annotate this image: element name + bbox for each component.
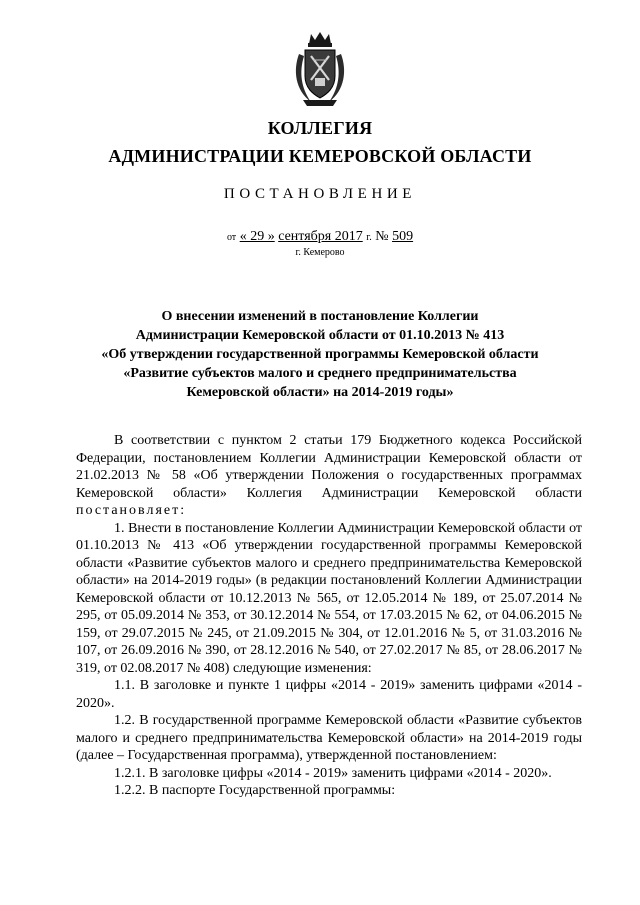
title-line: «Развитие субъектов малого и среднего предпринимательства: [123, 366, 517, 381]
date-month-year: сентября 2017: [278, 229, 363, 244]
date-year-suffix: г.: [366, 232, 372, 243]
document-body: [76, 432, 582, 800]
number-sign: №: [375, 229, 389, 244]
organization-subtitle: АДМИНИСТРАЦИИ КЕМЕРОВСКОЙ ОБЛАСТИ: [108, 146, 532, 166]
body-paragraph: 1.2.2. В паспорте Государственной программы:: [114, 783, 396, 798]
organization-title: КОЛЛЕГИЯ: [267, 118, 373, 138]
body-paragraph: [76, 432, 582, 520]
date-day: « 29 »: [239, 229, 275, 244]
body-paragraph: 1. Внести в постановление Коллегии Администрации Кемеровской области от 01.10.2013 № 413 «Об утверждении государственной программы Кемеровской области «Развитие субъектов малого и среднего предпринимательства Кемеровской области» на 2014-2019 годы» (в редакции постановлений Коллегии Администрации Кемеровской области от 10.12.2013 № 565, от 12.05.2014 № 189, от 25.07.2014 № 295, от 05.09.2014 № 353, от 30.12.2014 № 554, от 17.03.2015 № 62, от 04.06.2015 № 159, от 29.07.2015 № 245, от 21.09.2015 № 304, от 12.01.2016 № 5, от 31.03.2016 № 107, от 26.09.2016 № 390, от 28.12.2016 № 540, от 27.02.2017 № 85, от 28.06.2017 № 319, от 02.08.2017 № 408) следующие изменения:: [76, 520, 582, 676]
coat-of-arms-emblem: [291, 30, 349, 108]
city-name: г. Кемерово: [295, 247, 345, 258]
date-prefix: от: [226, 232, 237, 243]
document-number: 509: [392, 229, 414, 244]
title-line: Администрации Кемеровской области от 01.10.2013 № 413: [135, 328, 505, 343]
document-title: [60, 307, 580, 402]
document-date-line: [0, 229, 640, 245]
document-type: ПОСТАНОВЛЕНИЕ: [223, 186, 417, 202]
title-line: Кемеровской области» на 2014-2019 годы»: [186, 385, 454, 400]
body-paragraph: 1.1. В заголовке и пункте 1 цифры «2014 - 2019» заменить цифрами «2014 - 2020».: [76, 678, 582, 711]
title-line: О внесении изменений в постановление Коллегии: [161, 309, 479, 324]
body-paragraph: 1.2. В государственной программе Кемеровской области «Развитие субъектов малого и среднего предпринимательства Кемеровской области» на 2014-2019 годы (далее – Государственная программа), утвержденной постановлением:: [76, 713, 582, 763]
body-paragraph: 1.2.1. В заголовке цифры «2014 - 2019» заменить цифрами «2014 - 2020».: [114, 765, 552, 781]
title-line: «Об утверждении государственной программы Кемеровской области: [101, 347, 539, 362]
resolution-keyword: постановляет:: [76, 503, 187, 518]
paragraph-text: В соответствии с пунктом 2 статьи 179 Бюджетного кодекса Российской Федерации, постановлением Коллегии Администрации Кемеровской области от 21.02.2013 № 58 «Об утверждении Положения о государственных программах Кемеровской области» Коллегия Администрации Кемеровской области: [76, 433, 582, 501]
